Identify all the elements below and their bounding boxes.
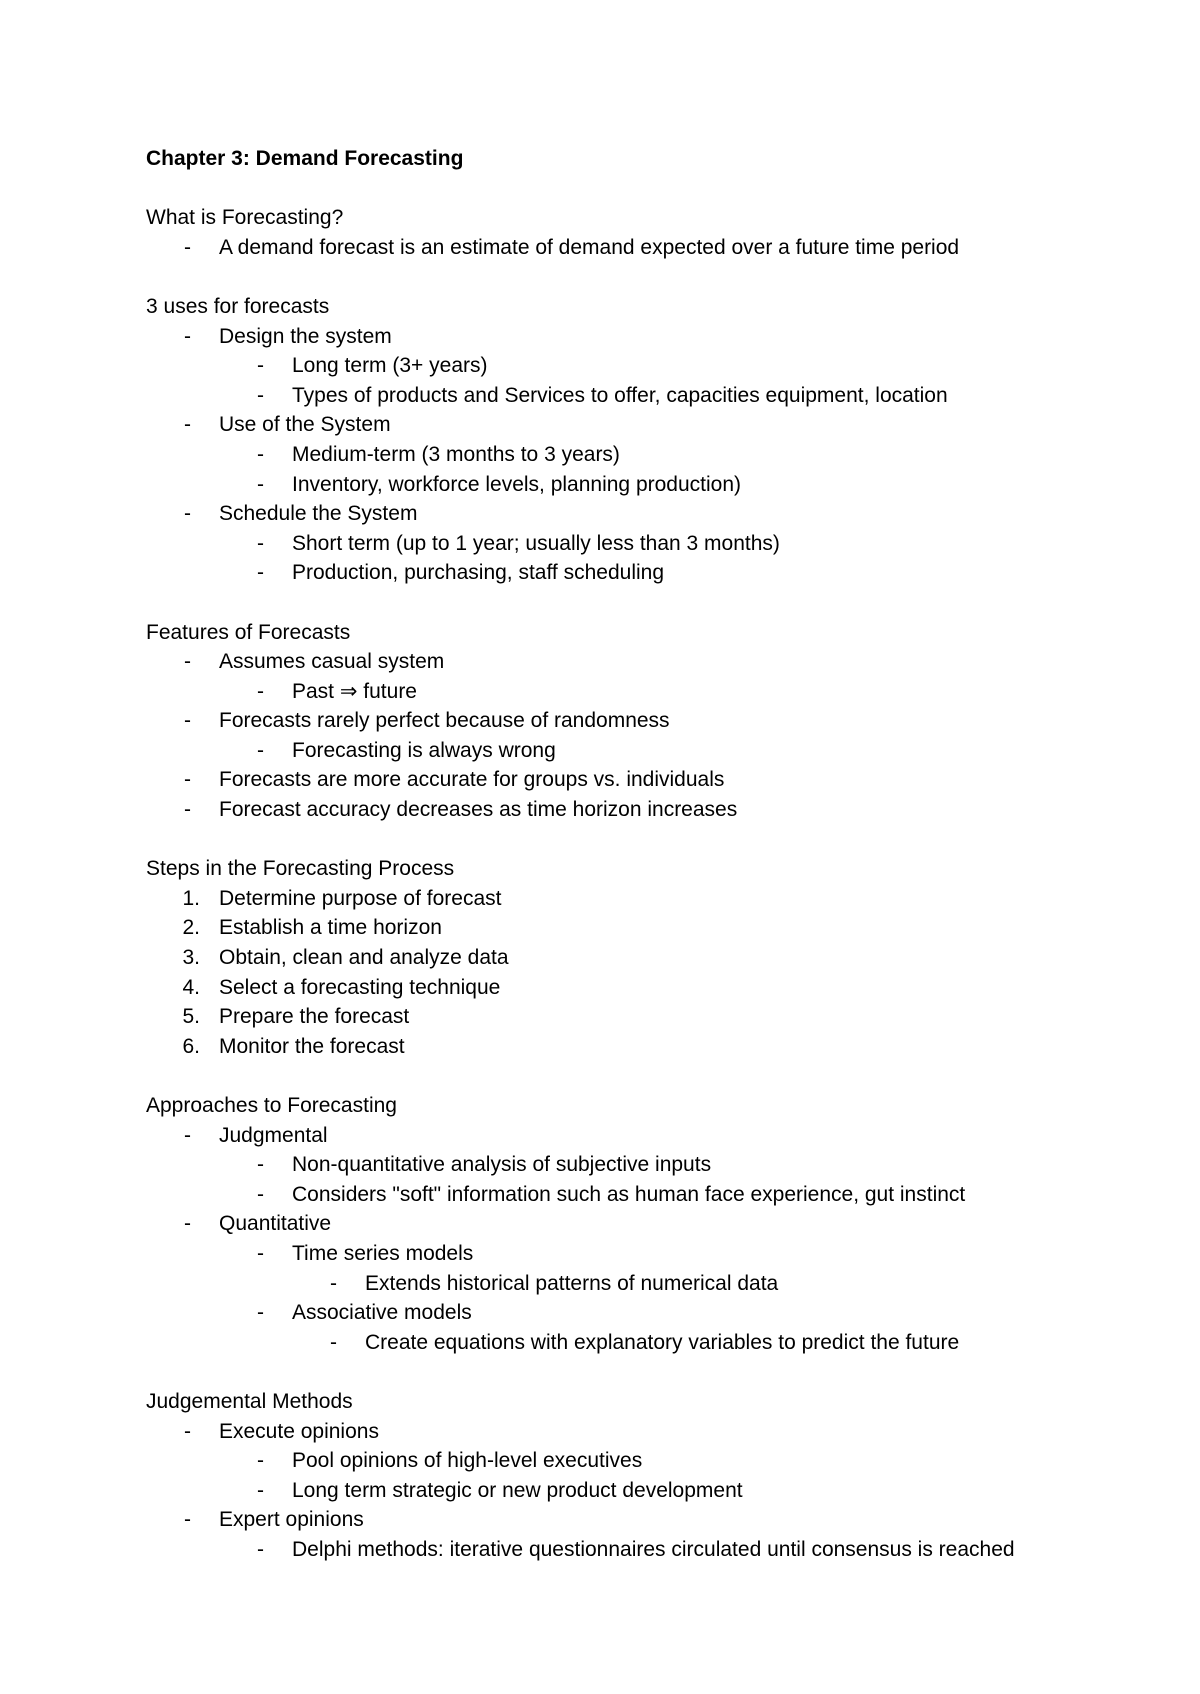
list-bullet: - <box>184 235 191 259</box>
list-item <box>146 1002 1146 1032</box>
list-bullet: - <box>257 1182 264 1206</box>
list-item-text: Production, purchasing, staff scheduling <box>292 561 665 585</box>
section-heading: 3 uses for forecasts <box>146 294 330 318</box>
list-number: 5. <box>182 1005 200 1029</box>
list-item <box>146 499 1146 529</box>
list-item <box>146 1150 1146 1180</box>
list-item-text: Inventory, workforce levels, planning production) <box>292 472 742 496</box>
list-item <box>146 1269 1146 1299</box>
list-item <box>146 351 1146 381</box>
blank-line <box>146 262 1146 292</box>
list-bullet: - <box>257 354 264 378</box>
list-bullet: - <box>184 1212 191 1236</box>
list-bullet: - <box>257 1449 264 1473</box>
list-item <box>146 1328 1146 1358</box>
list-item-text: Judgmental <box>219 1123 328 1147</box>
list-item <box>146 1417 1146 1447</box>
list-item-text: Past ⇒ future <box>292 679 417 703</box>
list-item-text: Forecast accuracy decreases as time horizon increases <box>219 798 738 822</box>
blank-line <box>146 174 1146 204</box>
list-bullet: - <box>257 738 264 762</box>
list-item-text: Assumes casual system <box>219 650 445 674</box>
blank-line <box>146 588 1146 618</box>
list-item-text: Expert opinions <box>219 1508 364 1532</box>
list-item-text: Long term (3+ years) <box>292 354 488 378</box>
list-bullet: - <box>257 1537 264 1561</box>
list-bullet: - <box>184 650 191 674</box>
list-item-text: Obtain, clean and analyze data <box>219 946 509 970</box>
list-item-text: Quantitative <box>219 1212 332 1236</box>
section-heading: Approaches to Forecasting <box>146 1094 397 1117</box>
list-item-text: Medium-term (3 months to 3 years) <box>292 442 620 466</box>
document-body <box>146 174 1146 1565</box>
list-item <box>146 1298 1146 1328</box>
list-item-text: Prepare the forecast <box>219 1005 410 1029</box>
list-bullet: - <box>257 383 264 407</box>
list-item-text: Determine purpose of forecast <box>219 886 502 910</box>
list-item-text: Select a forecasting technique <box>219 975 501 999</box>
blank-line <box>146 1061 1146 1091</box>
list-bullet: - <box>330 1330 337 1354</box>
blank-line <box>146 1357 1146 1387</box>
list-item-text: Create equations with explanatory variables to predict the future <box>365 1330 960 1354</box>
list-item-text: Types of products and Services to offer, capacities equipment, location <box>292 383 948 407</box>
list-bullet: - <box>184 502 191 526</box>
list-item <box>146 1032 1146 1062</box>
list-item <box>146 1476 1146 1506</box>
list-item <box>146 677 1146 707</box>
list-bullet: - <box>257 531 264 555</box>
list-number: 2. <box>182 916 200 940</box>
list-item <box>146 1535 1146 1565</box>
list-bullet: - <box>257 472 264 496</box>
list-item <box>146 1239 1146 1269</box>
list-bullet: - <box>184 324 191 348</box>
list-item-text: Delphi methods: iterative questionnaires circulated until consensus is reached <box>292 1537 1015 1561</box>
list-item-text: Establish a time horizon <box>219 916 442 940</box>
list-number: 4. <box>182 975 200 999</box>
list-bullet: - <box>184 798 191 822</box>
list-bullet: - <box>184 413 191 437</box>
list-item <box>146 884 1146 914</box>
list-item <box>146 233 1146 263</box>
list-item <box>146 795 1146 825</box>
list-item-text: Monitor the forecast <box>219 1034 405 1058</box>
list-item-text: Forecasts rarely perfect because of randomness <box>219 709 670 733</box>
section-heading: Judgemental Methods <box>146 1389 353 1413</box>
section-heading: Features of Forecasts <box>146 620 351 644</box>
list-item <box>146 440 1146 470</box>
list-item <box>146 943 1146 973</box>
list-item <box>146 973 1146 1003</box>
list-bullet: - <box>257 1153 264 1177</box>
list-item-text: Forecasts are more accurate for groups vs. individuals <box>219 768 725 792</box>
list-number: 3. <box>182 946 200 970</box>
list-item <box>146 706 1146 736</box>
list-bullet: - <box>184 1508 191 1532</box>
list-bullet: - <box>257 1301 264 1325</box>
list-item <box>146 410 1146 440</box>
section-heading: What is Forecasting? <box>146 206 344 230</box>
list-item <box>146 322 1146 352</box>
list-item-text: Execute opinions <box>219 1419 379 1443</box>
list-item-text: Long term strategic or new product development <box>292 1478 743 1502</box>
list-item <box>146 1180 1146 1210</box>
list-item <box>146 381 1146 411</box>
list-item-text: Non-quantitative analysis of subjective inputs <box>292 1153 712 1177</box>
list-item-text: Design the system <box>219 324 392 348</box>
list-item <box>146 765 1146 795</box>
page-title: Chapter 3: Demand Forecasting <box>146 147 464 170</box>
list-item <box>146 529 1146 559</box>
list-bullet: - <box>184 1419 191 1443</box>
list-item <box>146 1209 1146 1239</box>
list-bullet: - <box>257 442 264 466</box>
list-item-text: A demand forecast is an estimate of demand expected over a future time period <box>219 235 960 259</box>
list-item <box>146 1121 1146 1151</box>
list-bullet: - <box>257 561 264 585</box>
list-item-text: Short term (up to 1 year; usually less than 3 months) <box>292 531 780 555</box>
section-heading: Steps in the Forecasting Process <box>146 857 455 881</box>
list-item <box>146 736 1146 766</box>
list-item-text: Extends historical patterns of numerical data <box>365 1271 779 1295</box>
list-item-text: Pool opinions of high-level executives <box>292 1449 643 1473</box>
list-item <box>146 1505 1146 1535</box>
list-item-text: Associative models <box>292 1301 472 1325</box>
list-item <box>146 1446 1146 1476</box>
list-bullet: - <box>257 1241 264 1265</box>
list-number: 6. <box>182 1034 200 1058</box>
list-bullet: - <box>184 1123 191 1147</box>
blank-line <box>146 825 1146 855</box>
document-page <box>146 144 1146 1565</box>
list-item-text: Considers "soft" information such as human face experience, gut instinct <box>292 1182 966 1206</box>
list-item <box>146 470 1146 500</box>
list-bullet: - <box>257 679 264 703</box>
list-item-text: Use of the System <box>219 413 391 437</box>
list-item-text: Time series models <box>292 1241 474 1265</box>
list-bullet: - <box>257 1478 264 1502</box>
list-bullet: - <box>330 1271 337 1295</box>
list-item <box>146 558 1146 588</box>
list-bullet: - <box>184 768 191 792</box>
list-item-text: Schedule the System <box>219 502 418 526</box>
list-item <box>146 913 1146 943</box>
list-item <box>146 647 1146 677</box>
list-number: 1. <box>182 886 200 910</box>
list-item-text: Forecasting is always wrong <box>292 738 556 762</box>
list-bullet: - <box>184 709 191 733</box>
